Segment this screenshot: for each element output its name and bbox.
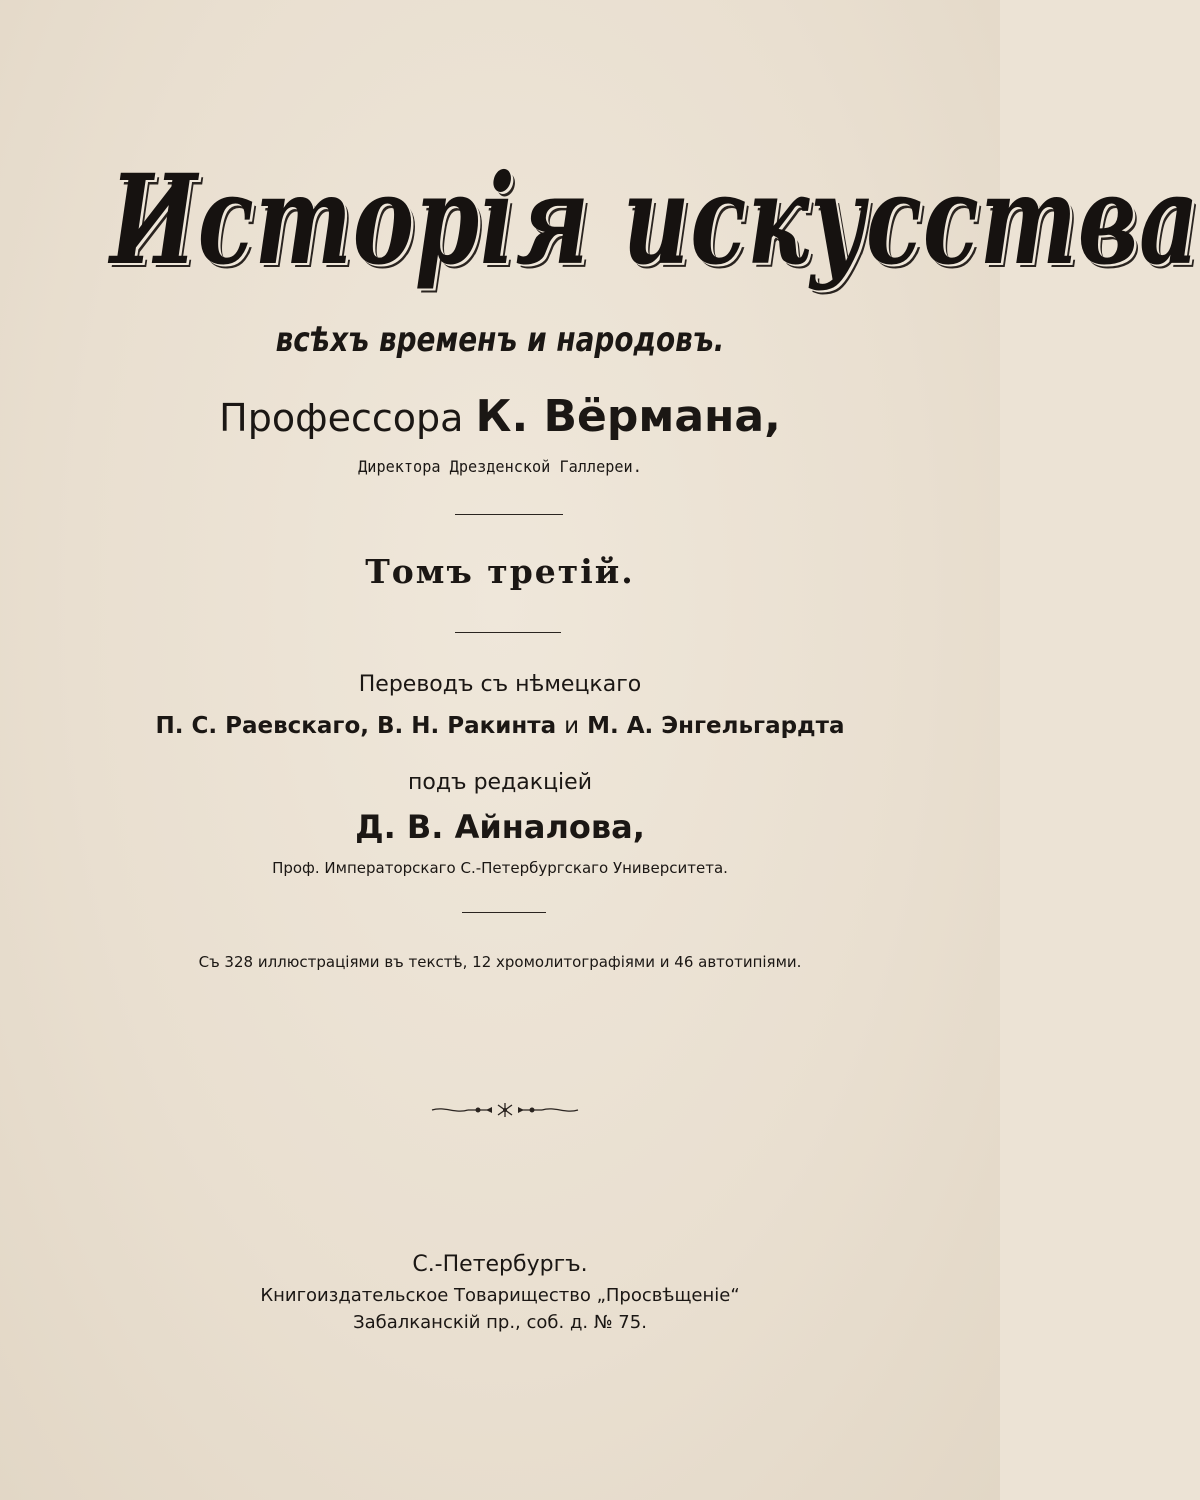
editor-name: Д. В. Айналова, [355, 808, 645, 846]
translators-names-a: П. С. Раевскаго, В. Н. Ракинта [155, 713, 557, 739]
book-title: Исторія искусства [110, 146, 1200, 293]
ornament-icon [430, 1100, 580, 1120]
editor-label: подъ редакціей [408, 770, 592, 795]
illustrations-note: Съ 328 иллюстраціями въ текстѣ, 12 хромолитографіями и 46 автотипіями. [198, 953, 802, 971]
author-prefix: Профессора [219, 396, 464, 440]
translation-label: Переводъ съ нѣмецкаго [358, 672, 642, 697]
book-subtitle: всѣхъ временъ и народовъ. [275, 320, 725, 360]
imprint-address: Забалканскій пр., соб. д. № 75. [353, 1312, 647, 1333]
imprint-city: С.-Петербургъ. [412, 1252, 588, 1277]
translators-names-b: М. А. Энгельгардта [587, 713, 845, 739]
author-line [0, 392, 1000, 443]
translators-line [0, 710, 1000, 742]
author-role: Директора Дрезденской Галлереи. [358, 457, 642, 476]
translators-conjunction: и [564, 713, 580, 739]
volume-label: Томъ третій. [365, 552, 635, 591]
imprint-publisher: Книгоиздательское Товарищество „Просвѣщеніе“ [260, 1285, 740, 1306]
divider-rule-3 [462, 912, 546, 913]
divider-rule-2 [455, 632, 561, 633]
divider-rule-1 [455, 514, 563, 515]
author-name: К. Вёрмана, [475, 391, 781, 442]
editor-role: Проф. Императорскаго С.-Петербургскаго Университета. [272, 859, 728, 877]
